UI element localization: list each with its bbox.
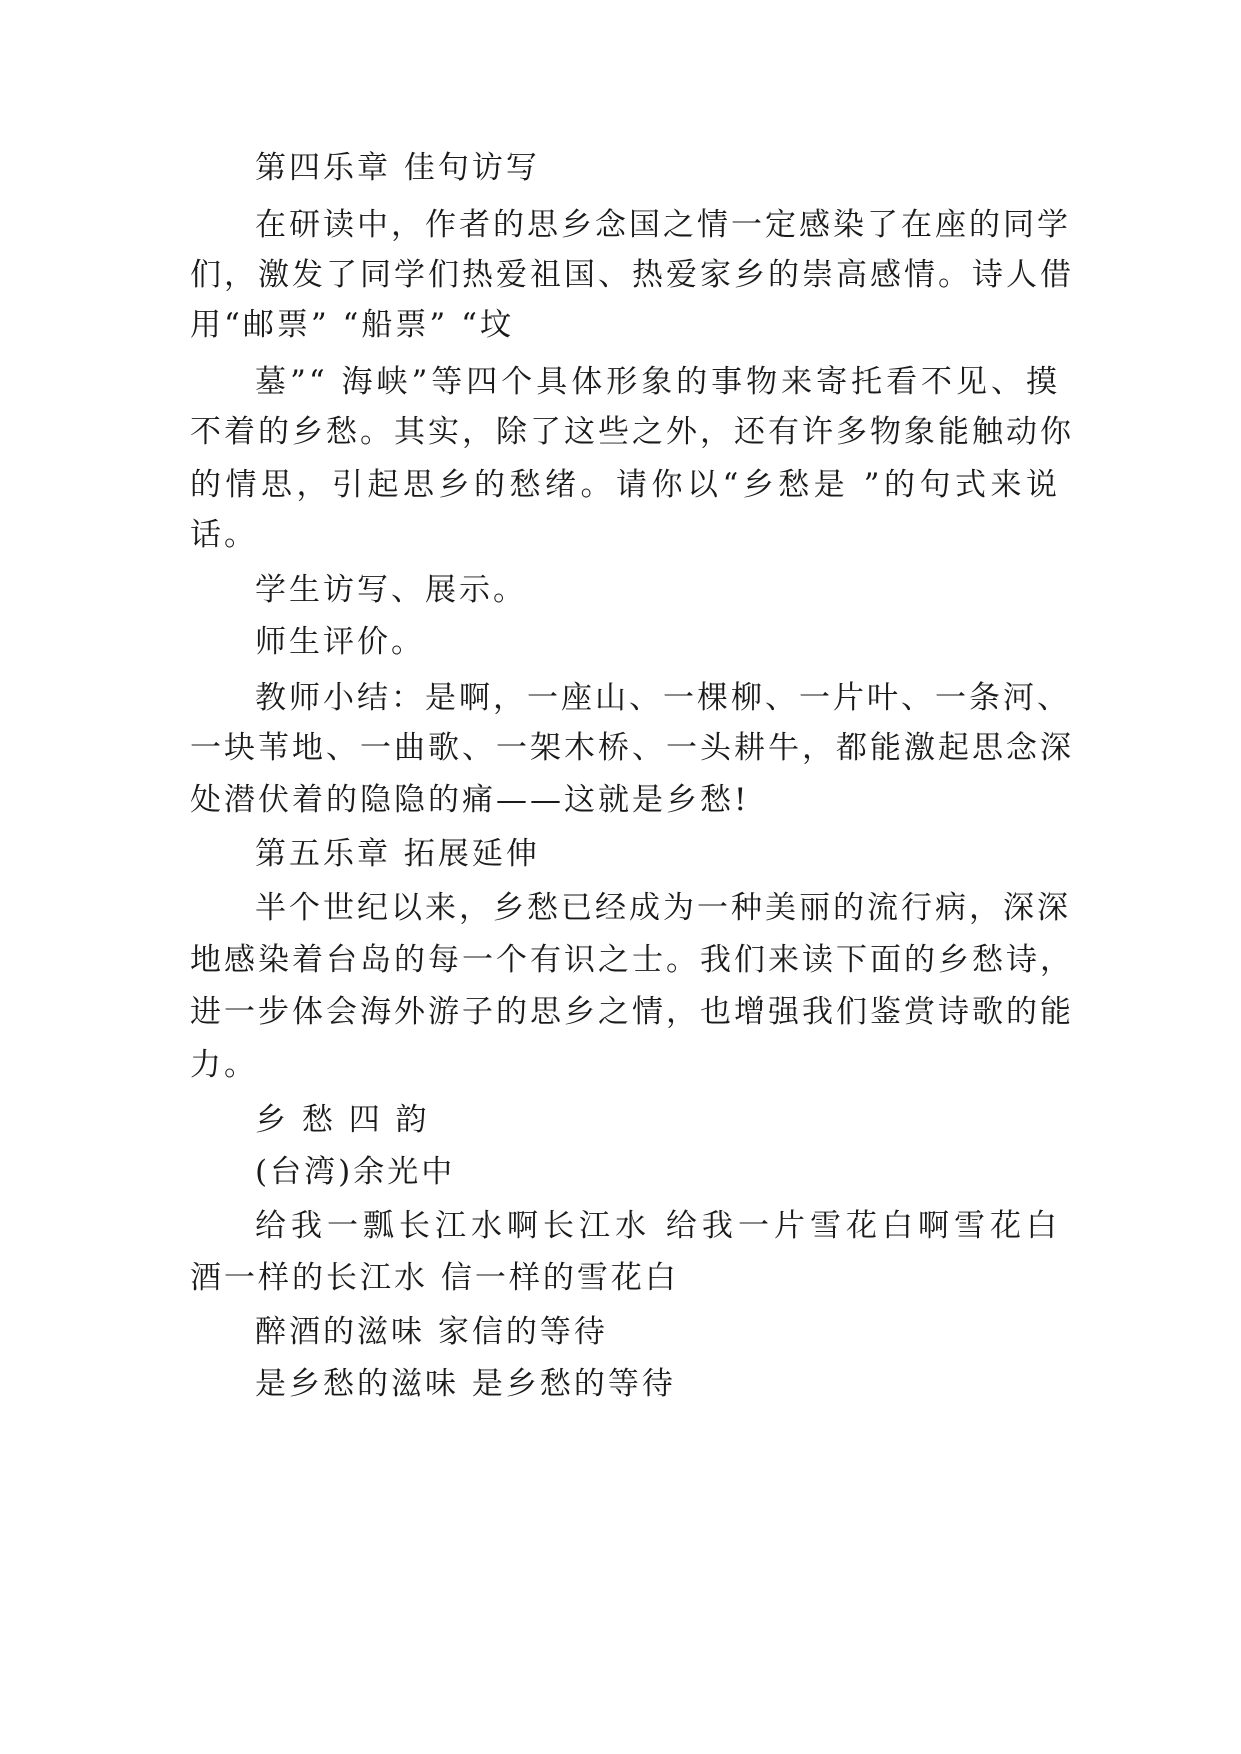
poem-title: 乡 愁 四 韵 — [255, 1102, 430, 1138]
poem-line: 醉酒的滋味 家信的等待 — [255, 1314, 608, 1350]
paragraph-line: 用“邮票” “船票” “坟 — [190, 307, 514, 343]
paragraph-line: 不着的乡愁。其实，除了这些之外，还有许多物象能触动你 — [190, 414, 1074, 450]
paragraph-line: 师生评价。 — [255, 624, 425, 660]
paragraph-line: 教师小结：是啊，一座山、一棵柳、一片叶、一条河、 — [255, 680, 1071, 716]
paragraph-line: 们，激发了同学们热爱祖国、热爱家乡的崇高感情。诗人借 — [190, 257, 1074, 293]
paragraph-line: 的情思，引起思乡的愁绪。请你以“乡愁是 ”的句式来说 — [190, 467, 1060, 503]
paragraph-line: 话。 — [190, 517, 258, 553]
paragraph-line: 在研读中，作者的思乡念国之情一定感染了在座的同学 — [255, 207, 1071, 243]
poem-author: (台湾)余光中 — [255, 1154, 456, 1190]
paragraph-line: 半个世纪以来，乡愁已经成为一种美丽的流行病，深深 — [255, 890, 1071, 926]
poem-line: 是乡愁的滋味 是乡愁的等待 — [255, 1366, 676, 1402]
paragraph-line: 一块苇地、一曲歌、一架木桥、一头耕牛，都能激起思念深 — [190, 730, 1074, 766]
paragraph-line: 进一步体会海外游子的思乡之情，也增强我们鉴赏诗歌的能 — [190, 994, 1074, 1030]
poem-line: 酒一样的长江水 信一样的雪花白 — [190, 1260, 679, 1296]
paragraph-line: 墓”“ 海峡”等四个具体形象的事物来寄托看不见、摸 — [255, 364, 1060, 400]
paragraph-line: 力。 — [190, 1047, 258, 1083]
paragraph-line: 处潜伏着的隐隐的痛——这就是乡愁! — [190, 782, 750, 818]
paragraph-line: 学生访写、展示。 — [255, 572, 527, 608]
paragraph-line: 地感染着台岛的每一个有识之士。我们来读下面的乡愁诗， — [190, 942, 1074, 978]
section-heading-4: 第四乐章 佳句访写 — [255, 150, 540, 186]
poem-line: 给我一瓢长江水啊长江水 给我一片雪花白啊雪花白 — [255, 1208, 1060, 1244]
section-heading-5: 第五乐章 拓展延伸 — [255, 836, 540, 872]
